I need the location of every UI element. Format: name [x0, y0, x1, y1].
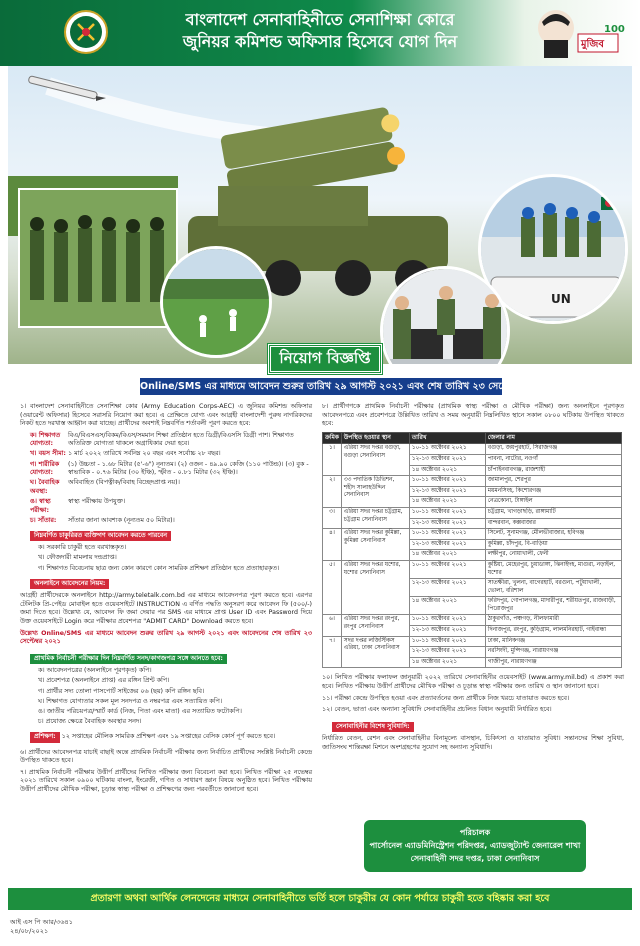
svg-text:UN: UN [551, 292, 571, 306]
qualification-key: চ। সাঁতার: [30, 516, 57, 524]
district-cell: বান্দরবান, কক্সবাজার [485, 518, 621, 529]
district-cell: সাতক্ষীরা, খুলনা, বাগেরহাট, বরগুনা, পটুয়াখালী, ভোলা, বরিশাল [485, 579, 621, 597]
document-item: ক। আবেদনপত্রের (অনলাইনে পূরণকৃত) কপি। [38, 667, 152, 675]
serial-cell: ৩। [323, 507, 342, 528]
header-title-line1: বাংলাদেশ সেনাবাহিনীতে সেনাশিক্ষা কোরে [185, 10, 455, 29]
date-cell: ১২-১৩ অক্টোবর ২০২১ [409, 486, 485, 497]
qualification-key: গ। শারীরিক যোগ্যতা: [30, 460, 60, 477]
ineligible-item: ক। সরকারি চাকুরী হতে বরখাস্তকৃত। [38, 544, 127, 552]
document-item: ঘ। শিক্ষাগত যোগ্যতার সকল মূল সনদপত্র ও নম্বরপত্র এবং সত্যায়িত কপি। [38, 697, 222, 705]
date-cell: ১০-১১ অক্টোবর ২০২১ [409, 476, 485, 487]
ineligible-item: খ। ফৌজদারী মামলায় দন্ডপ্রাপ্ত। [38, 554, 117, 562]
district-cell: সিলেট, সুনামগঞ্জ, মৌলভীবাজার, হবিগঞ্জ [485, 529, 621, 540]
date-cell: ১০-১১ অক্টোবর ২০২১ [409, 615, 485, 626]
online-application-text: আগ্রহী প্রার্থীদেরকে অনলাইনে http://army.teletalk.com.bd এর মাধ্যমে আবেদনপত্র পূরণ করতে হবে। এরপর টেলিটক প্রি-পেইড মোবাইল হতে ওয়েবসাইটে INSTRUCTION এ বর্ণিত পদ্ধতি অনুসরণ করে আবেদন ফি (৫০০/-) জমা দিতে হবে। উল্লেখ্য যে, আবেদন ফি জমা দেয়ার পর SMS এর মাধ্যমে প্রাপ্ত User ID এবং Password দিয়ে উক্ত ওয়েবসাইটে Login করে পরীক্ষার প্রবেশপত্র "ADMIT CARD" Download করতে হবে। [20, 592, 312, 625]
district-cell: চাঁপাইনবাবগঞ্জ, রাজশাহী [485, 465, 621, 476]
reference-number: আই এস পি আর/৩৬৪১ [10, 918, 73, 926]
district-cell: ঢাকা, মানিকগঞ্জ [485, 636, 621, 647]
qualification-key: খ। বয়স সীমা: [30, 450, 66, 458]
date-cell: ১০-১১ অক্টোবর ২০২১ [409, 636, 485, 647]
result-paragraph: ১০। লিখিত পরীক্ষার ফলাফল জানুয়ারী ২০২২ তারিখে সেনাবাহিনীর ওয়েবসাইট (www.army.mil.bd) এ প্রকাশ করা হবে। লিখিত পরীক্ষায় উত্তীর্ণ প্রার্থীদের মৌখিক পরীক্ষা ও চূড়ান্ত স্বাস্থ্য পরীক্ষার জন্য তারিখ ও স্থান জানানো হবে। [322, 674, 624, 691]
army-emblem-icon [64, 10, 108, 54]
serial-cell: ২। [323, 476, 342, 508]
date-cell: ১২-১৩ অক্টোবর ২০২১ [409, 626, 485, 637]
serial-cell: ৭। [323, 636, 342, 668]
contact-box [364, 820, 586, 872]
serial-cell: ১। [323, 444, 342, 476]
date-cell: ১২-১৩ অক্টোবর ২০২১ [409, 539, 485, 550]
date-cell: ১০-১১ অক্টোবর ২০২১ [409, 560, 485, 578]
header-banner [0, 0, 640, 66]
training-heading: প্রশিক্ষণ: [30, 732, 60, 743]
football-field-photo [160, 246, 272, 358]
venue-cell: এরিয়া সদর দপ্তর কুমিল্লা, কুমিল্লা সেনানিবাস [341, 529, 409, 561]
table-row [323, 507, 622, 518]
document-item: গ। প্রার্থীর সদ্য তোলা পাসপোর্ট সাইজের ০৬ (ছয়) কপি রঙ্গিন ছবি। [38, 687, 205, 695]
date-cell: ১০-১১ অক্টোবর ২০২১ [409, 444, 485, 455]
date-cell: ১২-১৩ অক্টোবর ২০২১ [409, 518, 485, 529]
benefits-heading: সেনাবাহিনীর বিশেষ সুবিধাদি: [332, 722, 414, 733]
fraud-warning-bar: প্রতারণা অথবা আর্থিক লেনদেনের মাধ্যমে সেনাবাহিনীতে ভর্তি হলে চাকুরীর যে কোন পর্যায়ে চাকুরী হতে বহিষ্কার করা হবে [8, 888, 632, 910]
qualification-value: ১ মার্চ ২০২২ তারিখে সর্বনিম্ন ২০ বছর এবং সর্বোচ্চ ২৮ বছর। [68, 450, 221, 458]
marching-soldiers-photo [18, 188, 178, 328]
table-row [323, 476, 622, 487]
table-header-cell: জেলার নাম [485, 432, 621, 444]
header-title [150, 9, 490, 53]
date-cell: ১২-১৩ অক্টোবর ২০২১ [409, 579, 485, 597]
ineligible-section-heading: নিম্নবর্ণিত চাকুরিরত ব্যক্তিগণ আবেদন করতে পারবেন [30, 531, 171, 542]
qualification-item [20, 479, 312, 496]
mujib-logo-number: 100 [604, 24, 625, 35]
district-cell: ময়মনসিংহ, কিশোরগঞ্জ [485, 486, 621, 497]
qualification-item [20, 517, 312, 526]
serial-cell: ৬। [323, 615, 342, 636]
exam-venue-table [322, 432, 622, 669]
contact-department: পার্সোনেল এ্যাডমিনিস্ট্রেশন পরিদপ্তর, এ্যাডজুট্যান্ট জেনারেল শাখা [369, 841, 581, 850]
qualification-value: অবিবাহিত (বিপত্নীক/বিবাহ বিচ্ছেদপ্রাপ্ত নয়)। [68, 479, 180, 487]
left-column [20, 403, 312, 797]
date-cell: ১৪ অক্টোবর ২০২১ [409, 657, 485, 668]
training-text: ১২ সপ্তাহের মৌলিক সামরিক প্রশিক্ষণ এবং ১৯ সপ্তাহের বেসিক কোর্স পূর্ণ করতে হবে। [61, 732, 276, 740]
salary-paragraph: ১২। বেতন, ভাতা এবং অন্যান্য সুবিধাদি সেনাবাহিনীর প্রচলিত বিধান অনুযায়ী নির্ধারিত হবে। [322, 706, 552, 714]
district-cell: ঠাকুরগাঁও, পঞ্চগড়, নীলফামারী [485, 615, 621, 626]
district-cell: বগুড়া, জয়পুরহাট, সিরাজগঞ্জ [485, 444, 621, 455]
venue-cell: সদর দপ্তর লজিস্টিকস এরিয়া, ঢাকা সেনানিবাস [341, 636, 409, 668]
qualification-value: স্বাস্থ্য পরীক্ষায় উপযুক্ত। [68, 497, 126, 505]
application-deadline-text: উল্লেখ্য Online/SMS এর মাধ্যমে আবেদন শুরুর তারিখ ২৯ আগস্ট ২০২১ এবং আবেদনের শেষ তারিখ ২৩ সেপ্টেম্বর ২০২১ [20, 629, 312, 646]
header-title-line2: জুনিয়র কমিশন্ড অফিসার হিসেবে যোগ দিন [182, 32, 458, 51]
district-cell: কুষ্টিয়া, মেহেরপুর, চুয়াডাঙ্গা, ঝিনাইদহ, মাগুরা, নড়াইল, যশোর [485, 560, 621, 578]
venue-cell: এরিয়া সদর দপ্তর যশোর, যশোর সেনানিবাস [341, 560, 409, 615]
table-header-cell: উপস্থিত হওয়ার স্থান [341, 432, 409, 444]
mujib-logo-text: মুজিব [581, 39, 604, 50]
document-item: চ। প্রযোজ্য ক্ষেত্রে বৈবাহিক অবস্থার সনদ। [38, 717, 142, 725]
travel-paragraph: ১১। পরীক্ষা কেন্দ্রে উপস্থিত হওয়া এবং প্রত্যাবর্তনের জন্য প্রার্থীকে নিজ খরচে যাতায়াত করতে হবে। [322, 694, 570, 702]
selection-paragraph: ৬। প্রার্থীদের আবেদনপত্র যাচাই বাছাই অন্তে প্রাথমিক নির্বাচনী পরীক্ষার জন্য নির্বাচিত প্রার্থীদের সংশ্লিষ্ট নির্বাচনী কেন্দ্রে উপস্থিত থাকতে হবে। [20, 748, 312, 765]
table-header-cell: ক্রমিক [323, 432, 342, 444]
district-cell: নেত্রকোনা, টাঙ্গাইল [485, 497, 621, 508]
qualification-item [20, 432, 312, 449]
date-cell: ১০-১১ অক্টোবর ২০২১ [409, 507, 485, 518]
benefits-paragraph: নির্ধারিত বেতন, রেশন এবং সেনাবাহিনীর বিনামূল্যে বাসস্থান, চিকিৎসা ও যাতায়াত সুবিধা। সন্তানদের শিক্ষা সুবিধা, জাতিসংঘ শান্তিরক্ষা মিশনে অংশগ্রহণের সুযোগ সহ অন্যান্য সুবিধাদি। [322, 735, 624, 751]
district-cell: পাবনা, নাটোর, নওগাঁ [485, 454, 621, 465]
document-item: ঙ। জাতীয় পরিচয়পত্র/স্মার্ট কার্ড (নিজ, পিতা এবং মাতা) এর সত্যায়িত ফটোকপি। [38, 707, 242, 715]
venue-cell: এরিয়া সদর দপ্তর রংপুর, রংপুর সেনানিবাস [341, 615, 409, 636]
district-cell: ফরিদপুর, গোপালগঞ্জ, মাদারীপুর, শরীয়তপুর, রাজবাড়ী, পিরোজপুর [485, 597, 621, 615]
district-cell: দিনাজপুর, রংপুর, কুড়িগ্রাম, লালমনিরহাট, গাইবান্ধা [485, 626, 621, 637]
ineligible-item: গ। শিক্ষাগত বিবেচনায় ছাত্র জন্য কোন কারণে কোন সামরিক প্রশিক্ষণ প্রতিষ্ঠান হতে প্রত্যাহারকৃত। [38, 564, 280, 572]
intro-paragraph: ১। বাংলাদেশ সেনাবাহিনীতে সেনাশিক্ষা কোর (Army Education Corps-AEC) এ জুনিয়র কমিশন্ড অফিসার (ওয়ারেন্ট অফিসার) হিসেবে সরাসরি নিয়োগ করা হবে। এ প্রেক্ষিতে যোগ্য এবং আগ্রহী বাংলাদেশী পুরুষ নাগরিকদের নিকট হতে দরখাস্ত আহ্বান করা যাচ্ছে। প্রার্থীদের অবশ্যই নিম্নবর্ণিত শর্তাবলী পূরণ করতে হবে: [20, 403, 312, 428]
venue-cell: এরিয়া সদর দপ্তর বগুড়া, বগুড়া সেনানিবাস [341, 444, 409, 476]
application-date-strip: Online/SMS এর মাধ্যমে আবেদন শুরুর তারিখ ২৯ আগস্ট ২০২১ এবং শেষ তারিখ ২৩ সেপ্টেম্বর ২০২১ [140, 378, 502, 395]
photo-collage [8, 66, 632, 364]
date-cell: ১২-১৩ অক্টোবর ২০২১ [409, 454, 485, 465]
right-column [322, 403, 624, 756]
qualification-value: বিএ/বিএসএস/বিকম/বিএস/সমমান শিক্ষা প্রতিষ্ঠান হতে ডিগ্রী/বিএসসি ডিগ্রী পাশ। শিক্ষাগত অতিরিক্ত যোগ্যতা থাকলে অগ্রাধিকার দেয়া হবে। [68, 431, 294, 448]
table-row [323, 560, 622, 578]
venue-cell: এরিয়া সদর দপ্তর চট্টগ্রাম, চট্টগ্রাম সেনানিবাস [341, 507, 409, 528]
district-cell: লক্ষীপুর, নোয়াখালী, ফেনী [485, 550, 621, 561]
qualification-key: ঘ। বৈবাহিক অবস্থা: [30, 479, 60, 495]
table-row [323, 636, 622, 647]
written-exam-paragraph: ৭। প্রাথমিক নির্বাচনী পরীক্ষায় উত্তীর্ণ প্রার্থীদের লিখিত পরীক্ষার জন্য বিবেচনা করা হবে। লিখিত পরীক্ষা ২৫ নভেম্বর ২০২১ তারিখে সকাল ০৯০০ ঘটিকায় বাংলা, ইংরেজী, গণিত ও সাধারণ জ্ঞান বিষয়ে অনুষ্ঠিত হবে। লিখিত পরীক্ষায় উত্তীর্ণ প্রার্থীদের মৌখিক পরীক্ষা, চূড়ান্ত স্বাস্থ্য পরীক্ষা ও প্রশিক্ষণের জন্য পরবর্তীতে জানানো হবে। [20, 768, 312, 793]
date-cell: ১৪ অক্টোবর ২০২১ [409, 550, 485, 561]
district-cell: কুমিল্লা, চাঁদপুর, বি-বাড়িয়া [485, 539, 621, 550]
qualification-key: ঙ। স্বাস্থ্য পরীক্ষা: [30, 497, 51, 514]
table-header-cell: তারিখ [409, 432, 485, 444]
qualification-item [20, 461, 312, 478]
table-row [323, 529, 622, 540]
district-cell: গাজীপুর, নারায়ণগঞ্জ [485, 657, 621, 668]
qualification-value: (১) উচ্চতা - ১.৬৮ মিটার (৫'-৬") নূন্যতম। (২) ওজন - ৪৯.৯০ কেজি (১১০ পাউন্ড)। (৩) বুক - স্বাভাবিক - ০.৭৬ মিটার (৩০ ইঞ্চি), স্ফীত - ০.৮১ মিটার (৩২ ইঞ্চি)। [68, 460, 309, 477]
online-application-heading: অনলাইনে আবেদনের নিয়ম: [30, 579, 109, 590]
reference-date: ২৪/০৮/২০২১ [10, 927, 49, 935]
qualification-item [20, 498, 312, 515]
table-row [323, 615, 622, 626]
district-cell: জামালপুর, শেরপুর [485, 476, 621, 487]
date-cell: ১৪ অক্টোবর ২০২১ [409, 465, 485, 476]
district-cell: নরসিংদী, মুন্সিগঞ্জ, নারায়ণগঞ্জ [485, 647, 621, 658]
reference-block [10, 918, 73, 936]
document-item: খ। প্রবেশপত্র (অনলাইনে প্রাপ্ত) এর রঙ্গিন প্রিন্ট কপি। [38, 677, 170, 685]
recruitment-notice-title: নিয়োগ বিজ্ঞপ্তি [268, 344, 382, 374]
table-row [323, 444, 622, 455]
serial-cell: ৫। [323, 560, 342, 615]
serial-cell: ৪। [323, 529, 342, 561]
contact-address: সেনাবাহিনী সদর দপ্তর, ঢাকা সেনানিবাস [410, 854, 540, 863]
qualification-list [20, 432, 312, 525]
date-cell: ১২-১৩ অক্টোবর ২০২১ [409, 647, 485, 658]
exam-venue-paragraph: ৮। প্রার্থীগণকে প্রাথমিক নির্বাচনী পরীক্ষার (প্রাথমিক স্বাস্থ্য পরীক্ষা ও মৌখিক পরীক্ষা) জন্য অনলাইনে পূরণকৃত আবেদনপত্রে এবং প্রবেশপত্রে উল্লিখিত তারিখ ও সময় অনুযায়ী নিম্নলিখিত স্থানে সকাল ০৮০০ ঘটিকায় উপস্থিত থাকতে হবে: [322, 403, 624, 428]
date-cell: ১৪ অক্টোবর ২০২১ [409, 597, 485, 615]
qualification-key: ক। শিক্ষাগত যোগ্যতা: [30, 431, 61, 448]
date-cell: ১০-১১ অক্টোবর ২০২১ [409, 529, 485, 540]
mujib-100-logo [528, 4, 628, 62]
documents-heading: প্রাথমিক নির্বাচনী পরীক্ষার দিন নিম্নবর্ণিত সনদ/কাগজপত্র সঙ্গে আনতে হবে: [30, 654, 227, 665]
qualification-value: সাঁতার জানা আবশ্যক (নূন্যতম ৫০ মিটার)। [68, 516, 175, 524]
district-cell: চট্টগ্রাম, খাগড়াছড়ি, রাঙ্গামাটি [485, 507, 621, 518]
table-header-row [323, 432, 622, 444]
qualification-item [20, 450, 312, 459]
venue-cell: ৩৩ পদাতিক ডিভিশন, শহীদ সালাহউদ্দিন সেনানিবাস [341, 476, 409, 508]
contact-title: পরিচালক [459, 828, 491, 837]
date-cell: ১৪ অক্টোবর ২০২১ [409, 497, 485, 508]
